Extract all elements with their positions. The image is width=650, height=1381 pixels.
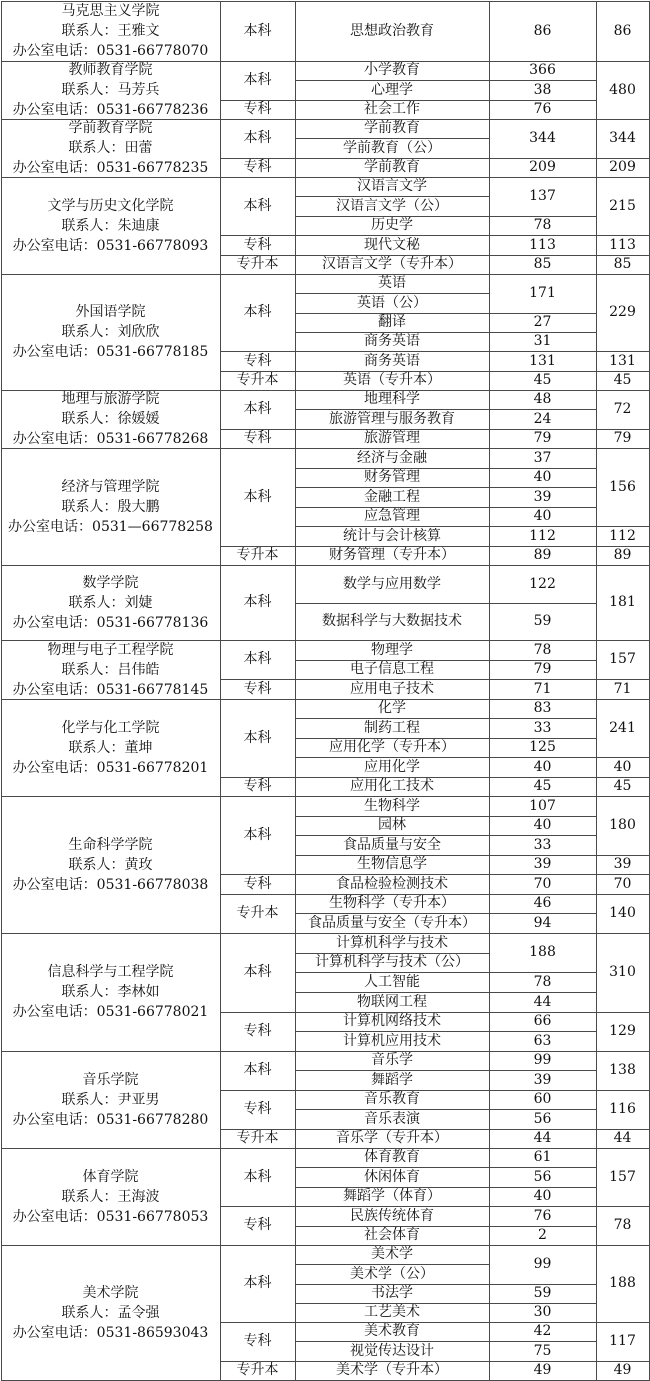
- college-name: 文学与历史文化学院: [47, 197, 174, 214]
- major-count: 56: [533, 1168, 552, 1185]
- major-name: 计算机应用技术: [343, 1032, 441, 1049]
- major-name: 财务管理（专升本）: [329, 547, 455, 563]
- major-count: 86: [533, 22, 552, 39]
- major-name: 生物信息学: [357, 856, 427, 872]
- college-contact: 联系人：尹亚男: [61, 1091, 160, 1108]
- college-phone: 办公室电话：0531—66778258: [8, 518, 213, 535]
- college-contact: 联系人：王雅文: [61, 23, 160, 39]
- major-count: 42: [533, 1323, 552, 1339]
- total-count: 86: [613, 22, 632, 39]
- major-name: 应用电子技术: [350, 680, 434, 697]
- major-name: 生物科学（专升本）: [329, 895, 455, 911]
- major-name: 休闲体育: [364, 1168, 420, 1185]
- college-contact: 联系人：刘婕: [68, 594, 153, 611]
- major-name: 音乐表演: [364, 1110, 420, 1127]
- major-count: 27: [533, 314, 552, 330]
- college-name: 地理与旅游学院: [61, 391, 160, 407]
- major-count: 112: [529, 527, 556, 544]
- total-count: 40: [613, 758, 632, 775]
- major-name: 学前教育: [364, 120, 420, 136]
- major-count: 2: [538, 1227, 547, 1243]
- major-name: 美术教育: [364, 1323, 420, 1339]
- total-count: 72: [613, 401, 632, 417]
- college-phone: 办公室电话：0531-66778053: [12, 1208, 209, 1225]
- college-cell: [1, 1245, 220, 1380]
- major-count: 344: [529, 130, 556, 146]
- major-name: 计算机科学与技术（公）: [315, 954, 469, 970]
- college-cell: [1, 274, 220, 390]
- major-count: 66: [533, 1013, 552, 1029]
- major-name: 英语（专升本）: [343, 372, 441, 388]
- major-name: 舞蹈学: [371, 1071, 413, 1088]
- major-name: 食品质量与安全: [343, 836, 441, 853]
- total-count: 39: [613, 856, 632, 872]
- major-name: 应用化工技术: [350, 778, 434, 794]
- college-name: 经济与管理学院: [61, 478, 160, 495]
- total-count: 180: [609, 817, 636, 833]
- major-count: 131: [529, 352, 556, 369]
- total-count: 215: [609, 197, 636, 214]
- major-count: 89: [533, 547, 552, 563]
- level-label: 本科: [243, 401, 272, 417]
- level-label: 本科: [243, 22, 272, 39]
- major-name: 体育教育: [364, 1149, 420, 1165]
- major-name: 音乐学（专升本）: [336, 1130, 448, 1146]
- college-contact: 联系人：殷大鹏: [61, 498, 160, 515]
- major-count: 33: [533, 836, 552, 853]
- total-count: 310: [609, 964, 636, 980]
- college-name: 教师教育学院: [68, 62, 153, 78]
- major-name: 学前教育: [364, 159, 420, 175]
- major-name: 英语（公）: [357, 294, 427, 311]
- total-count: 45: [613, 778, 632, 794]
- college-name: 物理与电子工程学院: [47, 641, 174, 658]
- major-count: 122: [529, 575, 556, 592]
- major-count: 94: [533, 914, 552, 931]
- major-count: 107: [529, 797, 556, 814]
- major-name: 经济与金融: [357, 449, 427, 466]
- major-count: 48: [533, 391, 552, 407]
- major-count: 45: [533, 372, 552, 388]
- major-name: 美术学（公）: [350, 1265, 434, 1282]
- level-label: 专科: [243, 680, 272, 697]
- major-name: 翻译: [378, 314, 406, 330]
- level-label: 本科: [243, 197, 272, 214]
- major-count: 76: [533, 1207, 552, 1224]
- level-label: 本科: [243, 488, 272, 505]
- major-count: 30: [533, 1304, 552, 1320]
- major-count: 70: [533, 875, 552, 892]
- total-count: 181: [609, 594, 636, 610]
- major-count: 113: [529, 236, 556, 253]
- major-count: 44: [533, 1130, 552, 1146]
- level-label: 专科: [243, 159, 272, 175]
- college-name: 化学与化工学院: [61, 719, 160, 736]
- major-count: 40: [533, 1188, 552, 1204]
- major-name: 汉语言文学（专升本）: [322, 256, 462, 272]
- major-name: 思想政治教育: [350, 22, 434, 39]
- major-count: 63: [533, 1032, 552, 1049]
- level-label: 专科: [243, 1333, 272, 1349]
- college-phone: 办公室电话：0531-86593043: [12, 1324, 209, 1341]
- college-phone: 办公室电话：0531-66778021: [12, 1004, 209, 1020]
- major-name: 电子信息工程: [350, 661, 434, 677]
- total-count: 156: [609, 478, 636, 495]
- major-name: 金融工程: [364, 488, 420, 505]
- level-label: 专科: [243, 236, 272, 253]
- level-label: 专科: [243, 1023, 272, 1039]
- major-name: 商务英语: [364, 352, 420, 369]
- college-phone: 办公室电话：0531-66778093: [12, 237, 209, 254]
- major-count: 366: [529, 62, 556, 78]
- level-label: 本科: [243, 826, 272, 843]
- college-cell: [1, 448, 220, 565]
- major-count: 99: [533, 1256, 552, 1272]
- major-name: 食品质量与安全（专升本）: [308, 914, 476, 931]
- college-cell: [1, 1051, 220, 1148]
- college-cell: [1, 933, 220, 1051]
- total-count: 117: [609, 1333, 636, 1349]
- major-name: 制药工程: [364, 719, 420, 736]
- level-label: 本科: [243, 964, 272, 980]
- major-count: 79: [533, 430, 552, 446]
- major-name: 食品检验检测技术: [336, 875, 448, 892]
- level-label: 专科: [243, 875, 272, 892]
- college-cell: [1, 565, 220, 640]
- level-label: 本科: [243, 1168, 272, 1185]
- major-count: 24: [533, 410, 552, 427]
- college-phone: 办公室电话：0531-66778136: [12, 614, 209, 631]
- major-name: 地理科学: [364, 391, 420, 407]
- college-phone: 办公室电话：0531-66778145: [12, 681, 209, 698]
- major-count: 78: [533, 217, 552, 233]
- college-cell: [1, 390, 220, 448]
- total-count: 45: [613, 372, 632, 388]
- level-label: 专升本: [236, 1130, 279, 1146]
- major-name: 应用化学: [364, 758, 420, 775]
- total-count: 229: [609, 304, 636, 320]
- major-name: 生物科学: [364, 797, 420, 814]
- major-name: 小学教育: [364, 62, 420, 78]
- major-name: 音乐学: [371, 1052, 413, 1068]
- total-count: 116: [609, 1101, 636, 1117]
- major-count: 39: [533, 488, 552, 505]
- level-label: 专升本: [236, 256, 279, 272]
- major-count: 76: [533, 101, 552, 117]
- major-name: 视觉传达设计: [350, 1342, 434, 1359]
- major-count: 125: [529, 739, 556, 755]
- major-count: 31: [533, 333, 552, 349]
- total-count: 71: [613, 680, 632, 697]
- major-count: 85: [533, 256, 552, 272]
- level-label: 本科: [243, 729, 272, 746]
- college-phone: 办公室电话：0531-66778070: [12, 43, 209, 59]
- major-name: 计算机网络技术: [343, 1013, 441, 1029]
- level-label: 本科: [243, 72, 272, 88]
- major-count: 79: [533, 661, 552, 677]
- major-name: 美术学: [371, 1246, 413, 1262]
- college-cell: [1, 61, 220, 119]
- total-count: 129: [609, 1023, 636, 1039]
- major-name: 音乐教育: [364, 1091, 420, 1107]
- major-count: 60: [533, 1091, 552, 1107]
- level-label: 专科: [243, 352, 272, 369]
- level-label: 专科: [243, 101, 272, 117]
- total-count: 131: [609, 352, 636, 369]
- total-count: 44: [613, 1130, 632, 1146]
- major-name: 社会体育: [364, 1227, 420, 1243]
- college-cell: [1, 640, 220, 699]
- college-phone: 办公室电话：0531-66778268: [12, 431, 209, 447]
- major-count: 137: [529, 188, 556, 204]
- total-count: 209: [609, 159, 636, 175]
- total-count: 138: [609, 1062, 636, 1078]
- college-phone: 办公室电话：0531-66778236: [12, 102, 209, 118]
- major-count: 40: [533, 508, 552, 524]
- college-name: 马克思主义学院: [61, 3, 160, 19]
- major-count: 78: [533, 973, 552, 990]
- major-name: 物理学: [371, 641, 413, 658]
- major-name: 汉语言文学: [357, 178, 427, 194]
- major-count: 33: [533, 719, 552, 736]
- major-name: 数据科学与大数据技术: [322, 613, 462, 629]
- major-name: 物联网工程: [357, 993, 427, 1010]
- major-count: 40: [533, 469, 552, 485]
- major-name: 统计与会计核算: [343, 527, 441, 544]
- college-cell: [1, 1, 220, 61]
- college-phone: 办公室电话：0531-66778038: [12, 876, 209, 893]
- major-name: 汉语言文学（公）: [336, 197, 448, 214]
- college-phone: 办公室电话：0531-66778201: [12, 759, 209, 776]
- level-label: 专科: [243, 778, 272, 794]
- major-count: 78: [533, 641, 552, 658]
- total-count: 85: [613, 256, 632, 272]
- major-count: 75: [533, 1342, 552, 1359]
- level-label: 本科: [243, 1062, 272, 1078]
- major-name: 计算机科学与技术: [336, 934, 448, 951]
- major-count: 45: [533, 778, 552, 794]
- college-name: 美术学院: [82, 1284, 139, 1301]
- major-count: 99: [533, 1052, 552, 1068]
- college-contact: 联系人：孟令强: [61, 1304, 160, 1321]
- college-name: 生命科学学院: [68, 836, 153, 853]
- level-label: 本科: [243, 594, 272, 610]
- college-contact: 联系人：徐媛媛: [61, 411, 160, 427]
- major-name: 民族传统体育: [350, 1207, 434, 1224]
- college-contact: 联系人：王海波: [61, 1188, 160, 1205]
- total-count: 78: [613, 1217, 632, 1233]
- total-count: 70: [613, 875, 632, 892]
- major-name: 工艺美术: [364, 1304, 420, 1320]
- major-count: 171: [529, 285, 556, 301]
- major-name: 旅游管理: [364, 430, 420, 446]
- major-name: 心理学: [371, 81, 413, 98]
- major-name: 旅游管理与服务教育: [329, 410, 455, 427]
- total-count: 112: [609, 527, 636, 544]
- major-count: 209: [529, 159, 556, 175]
- college-contact: 联系人：吕伟皓: [61, 661, 160, 678]
- level-label: 本科: [243, 130, 272, 146]
- major-count: 83: [533, 700, 552, 716]
- major-name: 学前教育（公）: [343, 139, 441, 156]
- college-cell: [1, 177, 220, 274]
- total-count: 157: [609, 1168, 636, 1185]
- college-name: 音乐学院: [82, 1071, 139, 1088]
- level-label: 本科: [243, 304, 272, 320]
- level-label: 专升本: [236, 1362, 279, 1378]
- total-count: 49: [613, 1362, 632, 1378]
- major-name: 舞蹈学（体育）: [343, 1188, 441, 1204]
- major-name: 现代文秘: [364, 236, 420, 253]
- total-count: 241: [609, 719, 636, 736]
- major-count: 61: [533, 1149, 552, 1165]
- major-name: 英语: [378, 275, 406, 291]
- college-phone: 办公室电话：0531-66778235: [12, 160, 209, 176]
- major-name: 人工智能: [364, 973, 420, 990]
- major-count: 44: [533, 993, 552, 1010]
- college-name: 信息科学与工程学院: [47, 964, 174, 980]
- college-cell: [1, 699, 220, 796]
- major-count: 39: [533, 856, 552, 872]
- major-name: 书法学: [371, 1285, 413, 1301]
- college-contact: 联系人：田蕾: [68, 140, 153, 156]
- college-cell: [1, 796, 220, 933]
- major-name: 应用化学（专升本）: [329, 739, 455, 755]
- college-contact: 联系人：李林如: [61, 984, 160, 1000]
- college-contact: 联系人：马芳兵: [61, 82, 160, 98]
- major-name: 财务管理: [364, 469, 420, 485]
- major-name: 商务英语: [364, 333, 420, 349]
- total-count: 140: [609, 905, 636, 921]
- level-label: 专升本: [236, 547, 279, 563]
- college-contact: 联系人：黄玫: [68, 856, 153, 873]
- college-cell: [1, 1148, 220, 1245]
- college-name: 外国语学院: [75, 304, 146, 320]
- major-name: 美术学（专升本）: [336, 1362, 448, 1378]
- college-contact: 联系人：董坤: [68, 739, 153, 756]
- college-cell: [1, 119, 220, 177]
- major-count: 59: [533, 613, 552, 629]
- major-count: 49: [533, 1362, 552, 1378]
- major-name: 社会工作: [364, 101, 420, 117]
- major-count: 59: [533, 1285, 552, 1301]
- major-name: 应急管理: [364, 508, 420, 524]
- level-label: 专升本: [236, 905, 279, 921]
- level-label: 本科: [243, 1275, 272, 1291]
- level-label: 专科: [243, 1101, 272, 1117]
- level-label: 专科: [243, 430, 272, 446]
- total-count: 157: [609, 651, 636, 667]
- total-count: 344: [609, 130, 636, 146]
- major-count: 40: [533, 758, 552, 775]
- total-count: 113: [609, 236, 636, 253]
- major-count: 188: [529, 944, 556, 960]
- college-name: 体育学院: [82, 1168, 139, 1185]
- college-contact: 联系人：刘欣欣: [61, 324, 160, 340]
- major-name: 历史学: [371, 217, 413, 233]
- college-contact: 联系人：朱迪康: [61, 217, 160, 234]
- major-name: 数学与应用数学: [343, 575, 441, 592]
- major-count: 38: [533, 81, 552, 98]
- total-count: 89: [613, 547, 632, 563]
- major-count: 46: [533, 895, 552, 911]
- college-phone: 办公室电话：0531-66778185: [12, 344, 209, 360]
- level-label: 专升本: [236, 372, 279, 388]
- total-count: 79: [613, 430, 632, 446]
- total-count: 188: [609, 1275, 636, 1291]
- major-name: 化学: [378, 700, 406, 716]
- college-name: 学前教育学院: [68, 120, 153, 136]
- total-count: 480: [609, 81, 636, 98]
- level-label: 本科: [243, 651, 272, 667]
- major-name: 园林: [378, 817, 406, 833]
- college-name: 数学学院: [82, 574, 139, 591]
- major-count: 71: [533, 680, 552, 697]
- major-count: 37: [533, 449, 552, 466]
- college-phone: 办公室电话：0531-66778280: [12, 1111, 209, 1128]
- major-count: 40: [533, 817, 552, 833]
- major-count: 39: [533, 1071, 552, 1088]
- major-count: 56: [533, 1110, 552, 1127]
- level-label: 专科: [243, 1217, 272, 1233]
